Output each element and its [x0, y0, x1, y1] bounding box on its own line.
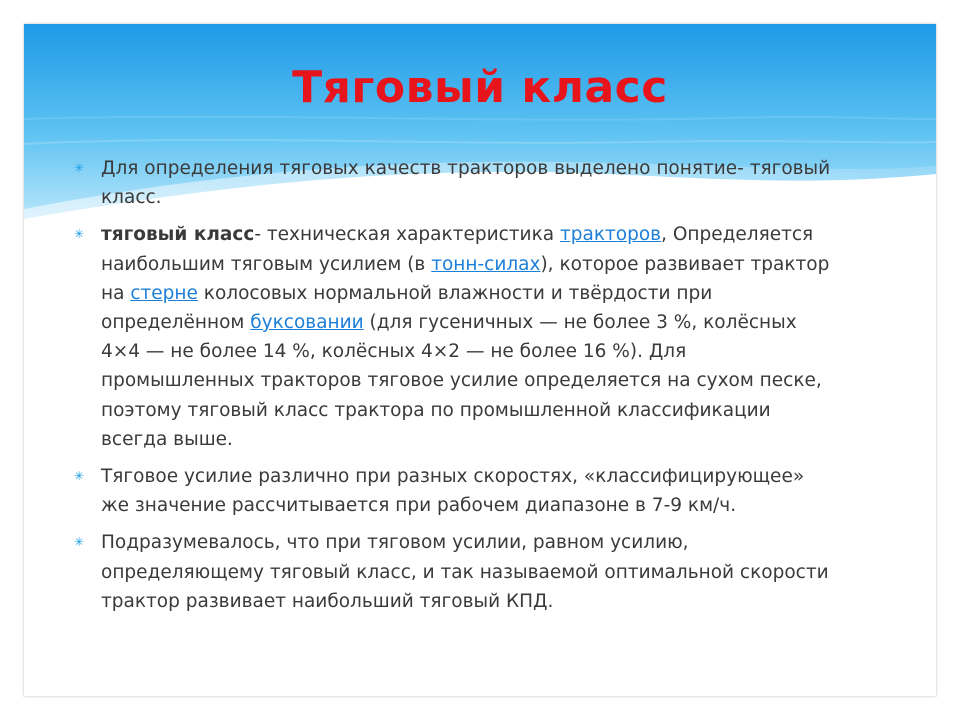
- asterisk-bullet-icon: ✳: [74, 535, 85, 550]
- asterisk-bullet-icon: ✳: [74, 469, 85, 484]
- bullet-item: [76, 220, 836, 454]
- link-tractors[interactable]: тракторов: [559, 224, 662, 246]
- bullet-text: колосовых нормальной влажности и твёрдости при определённом: [101, 282, 713, 334]
- bullet-item: [76, 154, 836, 212]
- bullet-list: [76, 154, 836, 624]
- link-slippage[interactable]: буксовании: [250, 312, 364, 334]
- link-stubble[interactable]: стерне: [130, 282, 198, 304]
- asterisk-bullet-icon: ✳: [74, 227, 85, 242]
- bullet-text: (для гусеничных — не более 3 %, колёсных 4×4 — не более 14 %, колёсных 4×2 — не более 16 %). Для промышленных тракторов тяговое усилие определяется на сухом песке, поэтому тяговый класс трактора по промышленной классификации всегда выше.: [101, 312, 822, 450]
- link-ton-force[interactable]: тонн-силах: [431, 253, 541, 275]
- term-bold: тяговый класс: [101, 224, 255, 246]
- bullet-text: Тяговое усилие различно при разных скоростях, «классифицирующее» же значение рассчитывается при рабочем диапазоне в 7-9 км/ч.: [101, 466, 805, 517]
- bullet-text: Подразумевалось, что при тяговом усилии, равном усилию, определяющему тяговый класс, и так называемой оптимальной скорости трактор развивает наибольший тяговый КПД.: [101, 532, 829, 612]
- bullet-item: [76, 528, 836, 616]
- bullet-text: ), которое развивает трактор на: [101, 253, 830, 304]
- bullet-text: , Определяется наибольшим тяговым усилием (в: [101, 224, 814, 275]
- slide-title: Тяговый класс: [292, 62, 668, 113]
- bullet-item: [76, 462, 836, 520]
- bullet-text: Для определения тяговых качеств тракторов выделено понятие- тяговый класс.: [101, 158, 831, 209]
- asterisk-bullet-icon: ✳: [74, 161, 85, 175]
- bullet-text: - техническая характеристика: [254, 224, 560, 246]
